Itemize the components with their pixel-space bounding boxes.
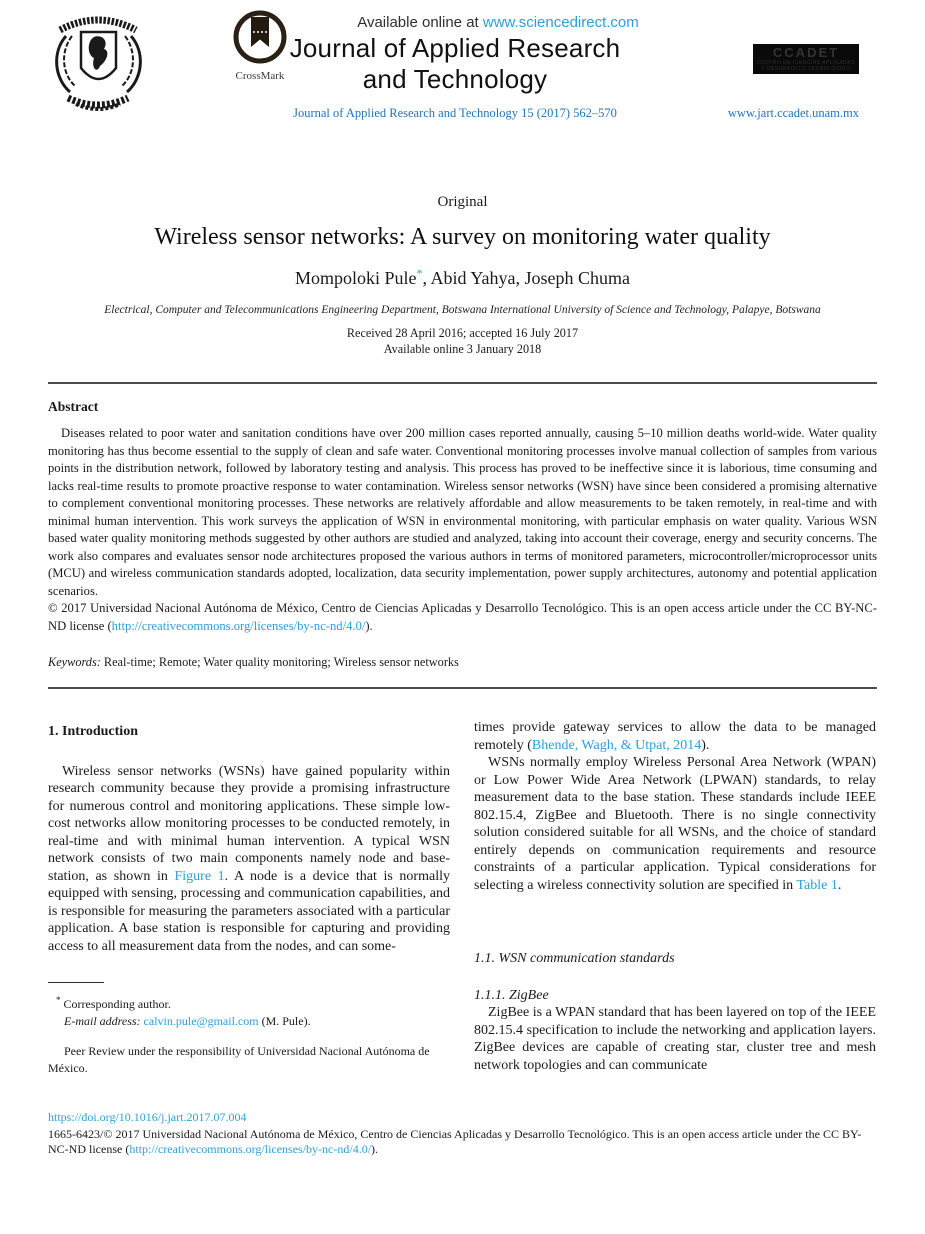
copyright-text: © 2017 Universidad Nacional Autónoma de México, Centro de Ciencias Aplicadas y Desarrollo Tecnológico. This is an open access article under the CC BY-NC-ND license ( [48,601,877,633]
available-online-text: Available online at [357,14,483,31]
section-1-1-1-heading: 1.1.1. ZigBee [474,987,549,1003]
footnote-divider [48,982,104,983]
issn-copyright-text: 1665-6423/© 2017 Universidad Nacional Autónoma de México, Centro de Ciencias Aplicadas y Desarrollo Tecnológico. This is an open access article under the CC BY-NC-ND license ( [48,1126,862,1156]
corresponding-author-text: Corresponding author. [60,997,171,1011]
jart-website-link[interactable]: www.jart.ccadet.unam.mx [727,106,859,120]
gateway-text-a: times provide gateway services to allow the data to be managed remotely ( [474,720,876,753]
issn-copyright-end: ). [371,1142,379,1156]
journal-citation-link[interactable]: Journal of Applied Research and Technology 15 (2017) 562–570 [293,106,617,120]
footnotes-block [48,982,450,1076]
section-1-1-heading: 1.1. WSN communication standards [474,951,675,966]
footer-cc-license-link[interactable]: http://creativecommons.org/licenses/by-nc-nd/4.0/ [129,1142,372,1156]
ccadet-logo-title: CCADET [772,45,840,60]
left-column [48,719,450,1076]
zigbee-paragraph: ZigBee is a WPAN standard that has been layered on top of the IEEE 802.15.4 specification to include the networking and application layers. ZigBee devices are capable of creating star, cluster tree and mesh network topologies and can communicate [474,1005,876,1073]
available-online-date: Available online 3 January 2018 [383,341,542,356]
sciencedirect-link[interactable]: www.sciencedirect.com [482,14,639,31]
authors-line [48,266,877,289]
standards-text-a: WSNs normally employ Wireless Personal Area Network (WPAN) or Low Power Wide Area Network (LPWAN) standards, to relay measurement data to the base station. These standards include IEEE 802.15.4, ZigBee and Bluetooth. There is no single connectivity solution considered suitable for all WSNs, and the choice of standard entirely depends on communication requirements and resource constraints of a particular application. Typical considerations for selecting a wireless connectivity solution are specified in [474,755,876,893]
footnote-asterisk: * [56,995,61,1005]
table1-link[interactable]: Table 1 [796,877,838,893]
unam-crest-icon [50,6,147,114]
cc-license-link[interactable]: http://creativecommons.org/licenses/by-nc-nd/4.0/ [111,618,366,633]
abstract-body [48,425,877,635]
ccadet-logo [753,44,859,74]
introduction-paragraph [48,763,450,956]
abstract-copyright [48,600,877,635]
email-footnote [64,1013,450,1030]
unam-crest-logo [50,6,147,114]
standards-text-b: . [837,877,842,893]
doi-link[interactable]: https://doi.org/10.1016/j.jart.2017.07.004 [48,1110,247,1124]
peer-review-note: Peer Review under the responsibility of Universidad Nacional Autónoma de México. [48,1044,430,1075]
figure1-link[interactable]: Figure 1 [174,868,225,884]
introduction-heading: 1. Introduction [48,724,138,739]
journal-name-line1: Journal of Applied Research [289,33,621,63]
right-column [474,719,876,1076]
ccadet-logo-sub2: Y DESARROLLO TECNOLÓGICO [761,66,851,72]
email-link[interactable]: calvin.pule@gmail.com [143,1013,259,1028]
intro-text-a: Wireless sensor networks (WSNs) have gained popularity within research community because they provide a promising infrastructure for numerous control and monitoring applications. These simple low-cost networks allow monitoring processes to be conducted remotely, in real-time and with minimal human intervention. A typical WSN network consists of two main components namely node and base-station, as shown in [48,763,450,884]
ccadet-logo-sub1: CENTRO DE CIENCIAS APLICADAS [757,60,855,66]
email-suffix: (M. Pule). [258,1013,311,1028]
article-body-columns [48,719,877,1076]
keywords-line [48,655,877,670]
paper-title: Wireless sensor networks: A survey on monitoring water quality [154,224,771,250]
article-dates [48,326,877,357]
crossmark-label: CrossMark [235,70,285,82]
gateway-paragraph [474,719,876,754]
page-footer [48,1110,877,1158]
divider-below-keywords [48,687,877,689]
corresponding-author-footnote [56,992,450,1013]
journal-name [245,33,665,95]
abstract-heading: Abstract [48,399,99,414]
intro-text-b: . A node is a device that is normally equipped with sensing, processing and communication capabilities, and is responsible for measuring the parameters associated with a particular application. A base station is responsible for capturing and providing access to all measurement data from the nodes, and can some- [48,868,450,954]
divider-above-abstract [48,382,877,384]
author-name-pule: Mompoloki Pule [294,268,417,288]
keywords-label: Keywords: [48,655,101,669]
received-accepted-line: Received 28 April 2016; accepted 16 July 2017 [346,326,579,340]
available-online-line [288,14,708,31]
journal-header [48,0,877,192]
article-type-label: Original [437,194,488,210]
keywords-list: Real-time; Remote; Water quality monitoring; Wireless sensor networks [100,655,459,669]
journal-name-line2: and Technology [362,64,548,94]
corresponding-author-asterisk[interactable]: * [416,266,423,280]
standards-paragraph [474,754,876,894]
abstract-paragraph: Diseases related to poor water and sanitation conditions have over 200 million cases reported annually, causing 5–10 million deaths world-wide. Water quality monitoring has thus become essential to the supply of clean and safe water. Conventional monitoring processes involve manual collection of samples from various points in the distribution network, followed by laboratory testing and analysis. This process has proved to be ineffective since it is laborious, time consuming and lacks real-time results to promote proactive response to water contamination. Wireless sensor networks (WSN) have since been considered a promising alternative to complement conventional monitoring processes. These networks are relatively affordable and allow measurements to be taken remotely, in real-time and with minimal human intervention. This work surveys the application of WSN in environmental monitoring, with particular emphasis on water quality. Various WSN based water quality monitoring methods suggested by other authors are studied and analyzed, taking into account their coverage, energy and security concerns. The work also compares and evaluates sensor node architectures proposed the various authors in terms of monitored parameters, microcontroller/microprocessor units (MCU) and wireless communication standards adopted, localization, data security implementation, power supply architectures, autonomy and potential application scenarios. [48,426,877,598]
author-names-rest: , Abid Yahya, Joseph Chuma [422,268,631,288]
gateway-text-b: ). [701,737,710,753]
copyright-text-end: ). [365,618,373,633]
bhende-citation-link[interactable]: Bhende, Wagh, & Utpat, 2014 [531,737,702,753]
affiliation-line: Electrical, Computer and Telecommunications Engineering Department, Botswana International University of Science and Technology, Palapye, Botswana [104,304,821,316]
email-label: E-mail address: [64,1013,144,1028]
